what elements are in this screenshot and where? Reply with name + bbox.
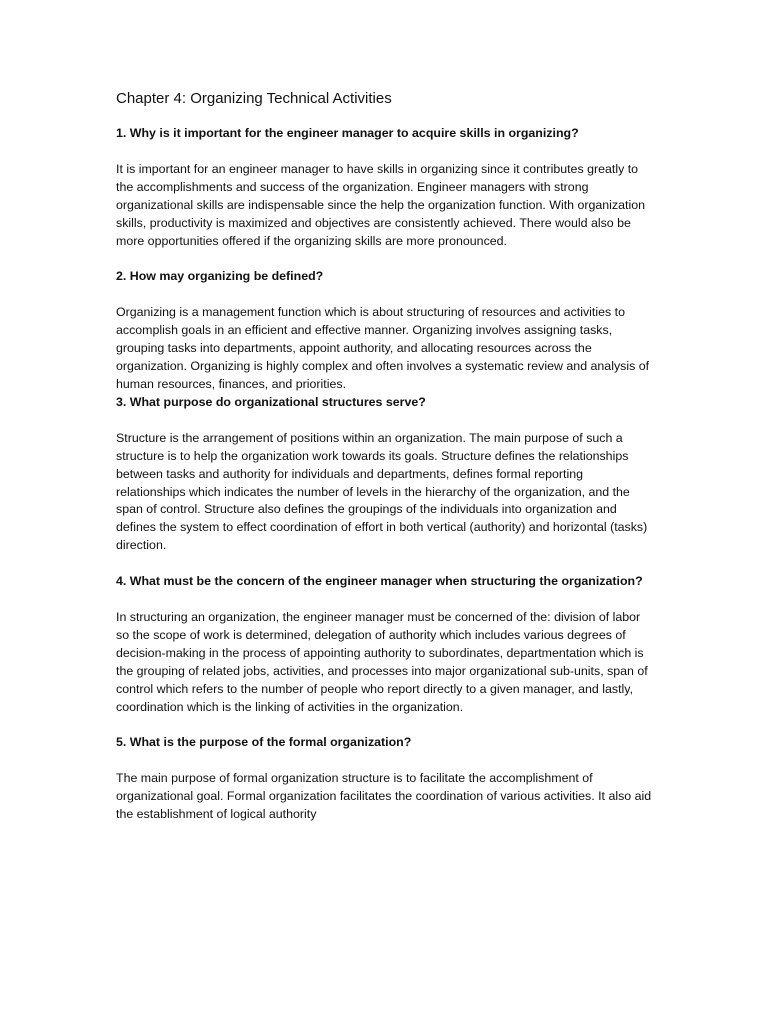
question-5: 5. What is the purpose of the formal organization? [116, 735, 412, 750]
answer-4: In structuring an organization, the engineer manager must be concerned of the: division of labor so the scope of work is determined, delegation of authority which includes various degrees of decision-making in the process of appointing authority to subordinates, departmentation which is the grouping of related jobs, activities, and processes into major organizational sub-units, span of control which refers to the number of people who report directly to a given manager, and lastly, coordination which is the linking of activities in the organization. [116, 610, 648, 714]
question-4: 4. What must be the concern of the engineer manager when structuring the organization? [116, 574, 643, 589]
question-2: 2. How may organizing be defined? [116, 269, 324, 284]
chapter-title: Chapter 4: Organizing Technical Activities [116, 90, 392, 107]
answer-3: Structure is the arrangement of positions within an organization. The main purpose of such a structure is to help the organization work towards its goals. Structure defines the relationships between tasks and authority for individuals and departments, defines formal reporting relationships which indicates the number of levels in the hierarchy of the organization, and the span of control. Structure also defines the groupings of the individuals into organization and defines the system to effect coordination of effort in both vertical (authority) and horizontal (tasks) direction. [116, 430, 648, 553]
question-1: 1. Why is it important for the engineer manager to acquire skills in organizing? [116, 126, 579, 140]
answer-1: It is important for an engineer manager to have skills in organizing since it contributes greatly to the accomplishments and success of the organization. Engineer managers with strong organizational skills are indispensable since the help the organization function. With organization skills, productivity is maximized and objectives are consistently achieved. There would also be more opportunities offered if the organizing skills are more pronounced. [116, 161, 645, 248]
document-page [116, 88, 654, 842]
answer-5: The main purpose of formal organization structure is to facilitate the accomplishment of organizational goal. Formal organization facilitates the coordination of various activities. It also aid the establishment of logical authority [116, 771, 652, 822]
question-3: 3. What purpose do organizational structures serve? [116, 394, 426, 409]
answer-2: Organizing is a management function which is about structuring of resources and activities to accomplish goals in an efficient and effective manner. Organizing involves assigning tasks, grouping tasks into departments, appoint authority, and allocating resources across the organization. Organizing is highly complex and often involves a systematic review and analysis of human resources, finances, and priorities. [116, 305, 650, 391]
